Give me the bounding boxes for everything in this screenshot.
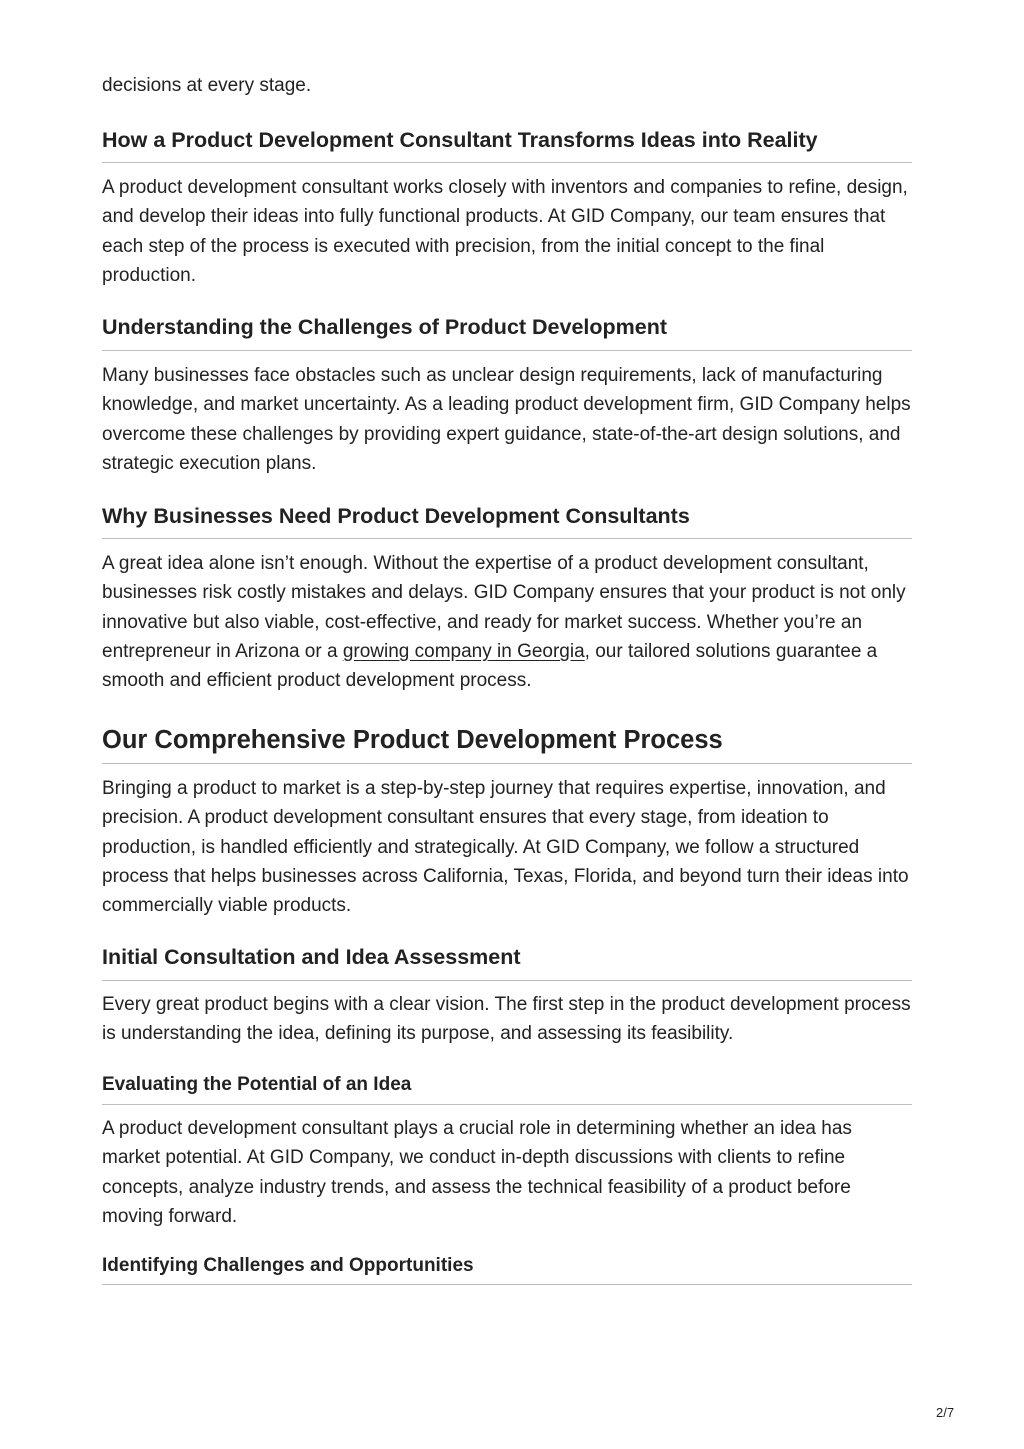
- section-heading-challenges: [102, 313, 912, 341]
- section-body-challenges: [102, 361, 912, 478]
- section-heading-why-businesses: [102, 502, 912, 530]
- section-heading: How a Product Development Consultant Transforms Ideas into Reality: [102, 128, 818, 152]
- section-body-why-businesses: [102, 549, 912, 695]
- heading-divider: [102, 538, 912, 539]
- section-paragraph: Many businesses face obstacles such as unclear design requirements, lack of manufacturing knowledge, and market uncertainty. As a leading product development firm, GID Company helps overcome these challenges by providing expert guidance, state-of-the-art design solutions, and strategic execution plans.: [102, 365, 911, 474]
- section-heading: Evaluating the Potential of an Idea: [102, 1074, 412, 1095]
- heading-divider: [102, 162, 912, 163]
- section-heading-transforms-ideas: [102, 126, 912, 154]
- page-number: 2/7: [936, 1405, 955, 1420]
- section-heading-comprehensive-process: [102, 724, 912, 756]
- section-paragraph: A product development consultant plays a crucial role in determining whether an idea has market potential. At GID Company, we conduct in-depth discussions with clients to refine concepts, analyze industry trends, and assess the technical feasibility of a product before moving forward.: [102, 1118, 852, 1227]
- section-paragraph: Every great product begins with a clear vision. The first step in the product development process is understanding the idea, defining its purpose, and assessing its feasibility.: [102, 994, 911, 1045]
- heading-divider: [102, 1284, 912, 1285]
- section-heading-evaluating-potential: [102, 1072, 912, 1098]
- section-heading-identifying-challenges: [102, 1253, 912, 1279]
- section-heading: Identifying Challenges and Opportunities: [102, 1255, 474, 1276]
- section-paragraph: [102, 549, 912, 695]
- paragraph-text-after-link: , our tailored solutions guarantee a smooth and efficient product development process.: [102, 640, 878, 692]
- heading-divider: [102, 1104, 912, 1105]
- heading-divider: [102, 763, 912, 764]
- section-paragraph: Bringing a product to market is a step-by-step journey that requires expertise, innovation, and precision. A product development consultant ensures that every stage, from ideation to production, is handled efficiently and strategically. At GID Company, we follow a structured process that helps businesses across California, Texas, Florida, and beyond turn their ideas into commercially viable products.: [102, 778, 909, 917]
- section-heading: Why Businesses Need Product Development Consultants: [102, 504, 690, 528]
- intro-paragraph: [102, 71, 912, 100]
- section-body-evaluating-potential: [102, 1114, 912, 1231]
- intro-text: decisions at every stage.: [102, 75, 312, 96]
- heading-divider: [102, 350, 912, 351]
- section-body-initial-consultation: [102, 990, 912, 1049]
- heading-divider: [102, 980, 912, 981]
- section-paragraph: A product development consultant works closely with inventors and companies to refine, design, and develop their ideas into fully functional products. At GID Company, our team ensures that each step of the process is executed with precision, from the initial concept to the final production.: [102, 177, 908, 286]
- section-heading: Initial Consultation and Idea Assessment: [102, 945, 521, 969]
- paragraph-text-before-link: A great idea alone isn’t enough. Without the expertise of a product development consultant, businesses risk costly mistakes and delays. GID Company ensures that your product is not only innovative but also viable, cost-effective, and ready for market success. Whether you’re an entrepreneur in Arizona or a: [102, 553, 906, 662]
- section-heading: Understanding the Challenges of Product Development: [102, 315, 668, 339]
- section-body-comprehensive-process: [102, 774, 912, 920]
- section-body-transforms-ideas: [102, 173, 912, 290]
- section-heading: Our Comprehensive Product Development Process: [102, 726, 723, 754]
- georgia-company-link[interactable]: growing company in Georgia: [342, 640, 585, 662]
- section-heading-initial-consultation: [102, 943, 912, 971]
